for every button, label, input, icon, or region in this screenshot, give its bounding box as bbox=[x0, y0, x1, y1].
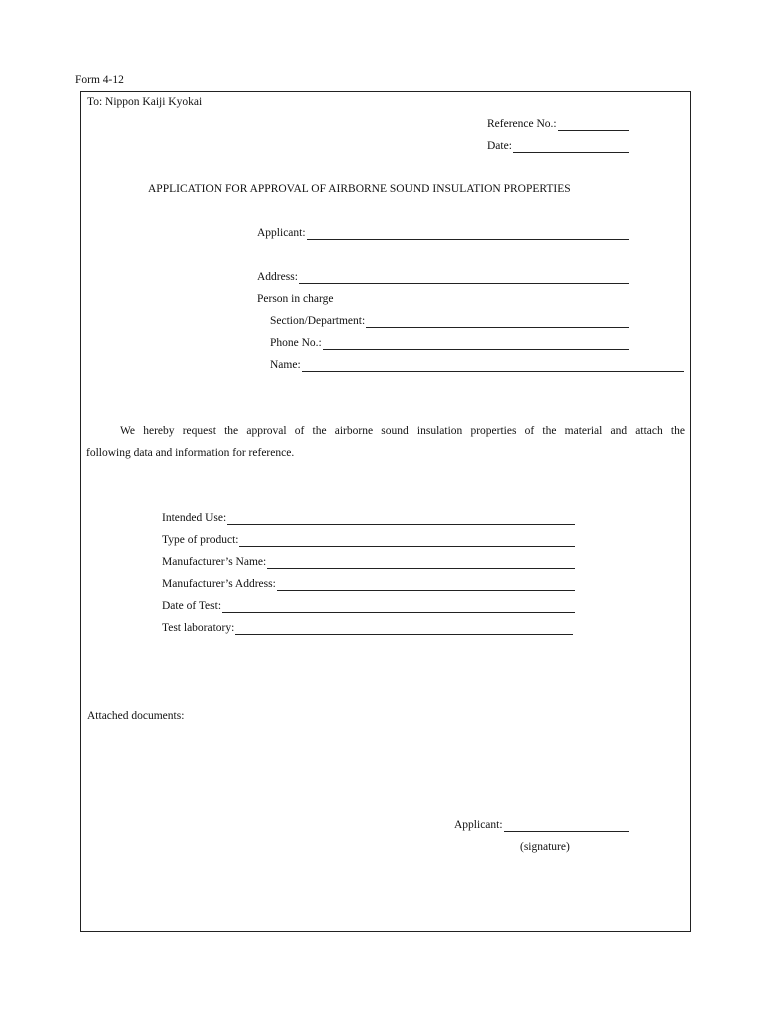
signature-line[interactable] bbox=[504, 820, 629, 832]
signature-note: (signature) bbox=[520, 841, 570, 853]
intended-use-label: Intended Use: bbox=[162, 512, 227, 524]
signature-applicant-field[interactable] bbox=[454, 818, 629, 832]
address-line[interactable] bbox=[299, 272, 629, 284]
recipient: To: Nippon Kaiji Kyokai bbox=[87, 96, 203, 108]
signature-applicant-label: Applicant: bbox=[454, 819, 503, 831]
applicant-line[interactable] bbox=[307, 228, 629, 240]
date-field[interactable] bbox=[487, 139, 629, 153]
name-field[interactable] bbox=[270, 358, 684, 372]
address-label: Address: bbox=[257, 271, 298, 283]
manufacturer-name-line[interactable] bbox=[267, 557, 575, 569]
intended-use-line[interactable] bbox=[227, 513, 575, 525]
phone-line[interactable] bbox=[323, 338, 629, 350]
request-line-2: following data and information for reference. bbox=[86, 447, 295, 459]
attached-documents-label: Attached documents: bbox=[87, 710, 185, 722]
date-of-test-line[interactable] bbox=[222, 601, 575, 613]
address-field[interactable] bbox=[257, 270, 629, 284]
date-of-test-field[interactable] bbox=[162, 599, 575, 613]
date-line[interactable] bbox=[513, 141, 629, 153]
manufacturer-address-label: Manufacturer’s Address: bbox=[162, 578, 276, 590]
person-in-charge-label: Person in charge bbox=[257, 293, 334, 305]
manufacturer-name-label: Manufacturer’s Name: bbox=[162, 556, 267, 568]
phone-label: Phone No.: bbox=[270, 337, 322, 349]
name-label: Name: bbox=[270, 359, 301, 371]
request-paragraph bbox=[86, 424, 685, 460]
form-title: APPLICATION FOR APPROVAL OF AIRBORNE SOUND INSULATION PROPERTIES bbox=[148, 183, 571, 195]
reference-number-line[interactable] bbox=[558, 119, 629, 131]
section-department-line[interactable] bbox=[366, 316, 629, 328]
form-number: Form 4-12 bbox=[75, 74, 124, 86]
section-department-field[interactable] bbox=[270, 314, 629, 328]
test-laboratory-label: Test laboratory: bbox=[162, 622, 235, 634]
manufacturer-address-line[interactable] bbox=[277, 579, 575, 591]
section-department-label: Section/Department: bbox=[270, 315, 366, 327]
intended-use-field[interactable] bbox=[162, 511, 575, 525]
applicant-field[interactable] bbox=[257, 226, 629, 240]
date-of-test-label: Date of Test: bbox=[162, 600, 222, 612]
date-label: Date: bbox=[487, 140, 512, 152]
request-line-1: We hereby request the approval of the airborne sound insulation properties of the material and attach the bbox=[120, 425, 685, 437]
test-laboratory-field[interactable] bbox=[162, 621, 573, 635]
type-of-product-line[interactable] bbox=[239, 535, 575, 547]
name-line[interactable] bbox=[302, 360, 684, 372]
type-of-product-field[interactable] bbox=[162, 533, 575, 547]
type-of-product-label: Type of product: bbox=[162, 534, 239, 546]
reference-number-field[interactable] bbox=[487, 117, 629, 131]
applicant-label: Applicant: bbox=[257, 227, 306, 239]
test-laboratory-line[interactable] bbox=[235, 623, 573, 635]
manufacturer-name-field[interactable] bbox=[162, 555, 575, 569]
phone-field[interactable] bbox=[270, 336, 629, 350]
reference-number-label: Reference No.: bbox=[487, 118, 557, 130]
manufacturer-address-field[interactable] bbox=[162, 577, 575, 591]
